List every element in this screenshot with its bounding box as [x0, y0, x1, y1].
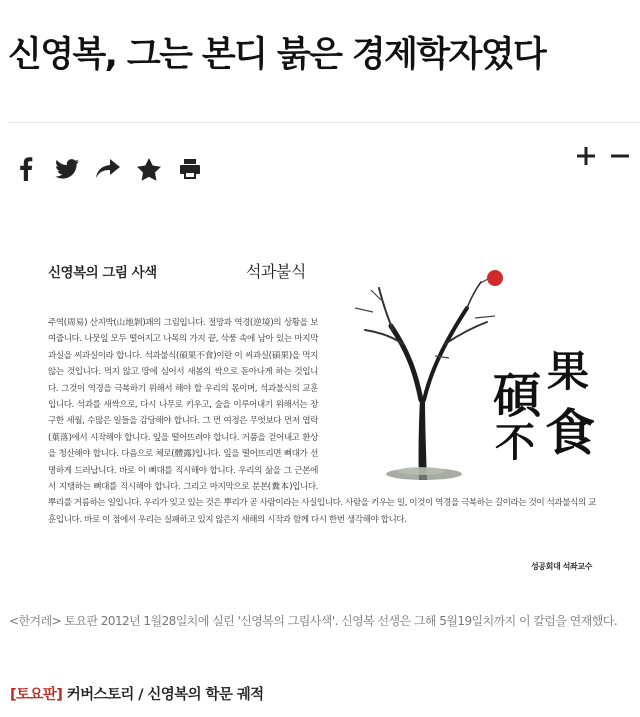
calligraphy-char-1: 碩: [493, 368, 542, 424]
image-caption: <한겨레> 토요판 2012년 1월28일치에 실린 '신영복의 그림사색'. 신영복 선생은 그해 5월19일치까지 이 칼럼을 연재했다.: [9, 614, 618, 628]
related-article-title: 커버스토리 / 신영복의 학문 궤적: [62, 687, 264, 703]
font-increase-button[interactable]: [576, 146, 596, 166]
column-clipping-image: [40, 240, 600, 585]
clipping-title: 신영복의 그림 사색: [48, 265, 157, 281]
minus-icon: [611, 147, 629, 165]
print-icon: [180, 159, 200, 179]
twitter-share-button[interactable]: [53, 155, 81, 183]
plus-icon: [577, 147, 595, 165]
clipping-body-text: 주역(周易) 산지박(山地剝)괘의 그림입니다. 절망과 역경(逆境)의 상황을 보여줍니다. 나뭇잎 모두 떨어지고 나목의 가지 끝, 삭풍 속에 남아 있는 마지막 과실을 씨과실이라 합니다. 석과불식(碩果不食)이란 이 씨과실(碩果)을 먹지 않는 것입니다. 먹지 않고 땅에 심어서 새봄의 싹으로 돋아나게 하는 것입니다. 그것이 역경을 극복하기 위해서 해야 할 우리의 몫이며, 석과불식의 교훈입니다. 석과를 새싹으로, 다시 나무로 키우고, 숲을 이루어내기 위해서는 장구한 세월, 수많은 일들을 감당해야 합니다. 그 먼 여정은 무엇보다 먼저 엽락(葉落)에서 시작해야 합니다. 잎을 떨어뜨려야 합니다. 거품을 걷어내고 환상을 청산해야 합니다. 다음으로 체로(體露)입니다. 잎을 떨어뜨리면 뼈대가 선명하게 드러납니다. 바로 이 뼈대를 직시해야 합니다. 우리의 삶을 그 근본에서 지탱하는 뼈대를 직시해야 합니다. 그리고 마지막으로 분본(糞本)입니다. 뿌리를 거름하는 일입니다. 우리가 잊고 있는 것은 뿌리가 곧 사람이라는 사실입니다. 사람을 키우는 일, 이것이 역경을 극복하는 길이라는 것이 석과불식의 교훈입니다. 바로 이 점에서 우리는 실패하고 있지 않은지 새해의 시작과 함께 다시 한번 생각해야 합니다.: [48, 318, 596, 525]
star-icon: [137, 158, 161, 181]
header-divider: [8, 122, 640, 123]
font-decrease-button[interactable]: [610, 146, 630, 166]
bookmark-button[interactable]: [135, 155, 163, 183]
share-icon: [96, 159, 120, 179]
font-size-controls: [576, 146, 630, 166]
clipping-subtitle: 석과불식: [246, 262, 306, 281]
related-article-tag: [토요판]: [10, 687, 63, 703]
calligraphy-char-4: 食: [545, 403, 595, 462]
twitter-icon: [55, 159, 79, 179]
share-button[interactable]: [94, 155, 122, 183]
related-article-link[interactable]: [10, 683, 264, 704]
red-fruit: [487, 270, 503, 286]
facebook-share-button[interactable]: [12, 155, 40, 183]
article-headline: 신영복, 그는 본디 붉은 경제학자였다: [8, 35, 546, 76]
tree-brush-painting: [325, 260, 605, 480]
print-button[interactable]: [176, 155, 204, 183]
facebook-icon: [19, 157, 33, 181]
calligraphy-char-3: 不: [495, 419, 535, 466]
clipping-credit: 성공회대 석좌교수: [530, 562, 592, 571]
share-toolbar: [12, 152, 204, 186]
calligraphy-char-2: 果: [547, 347, 590, 396]
